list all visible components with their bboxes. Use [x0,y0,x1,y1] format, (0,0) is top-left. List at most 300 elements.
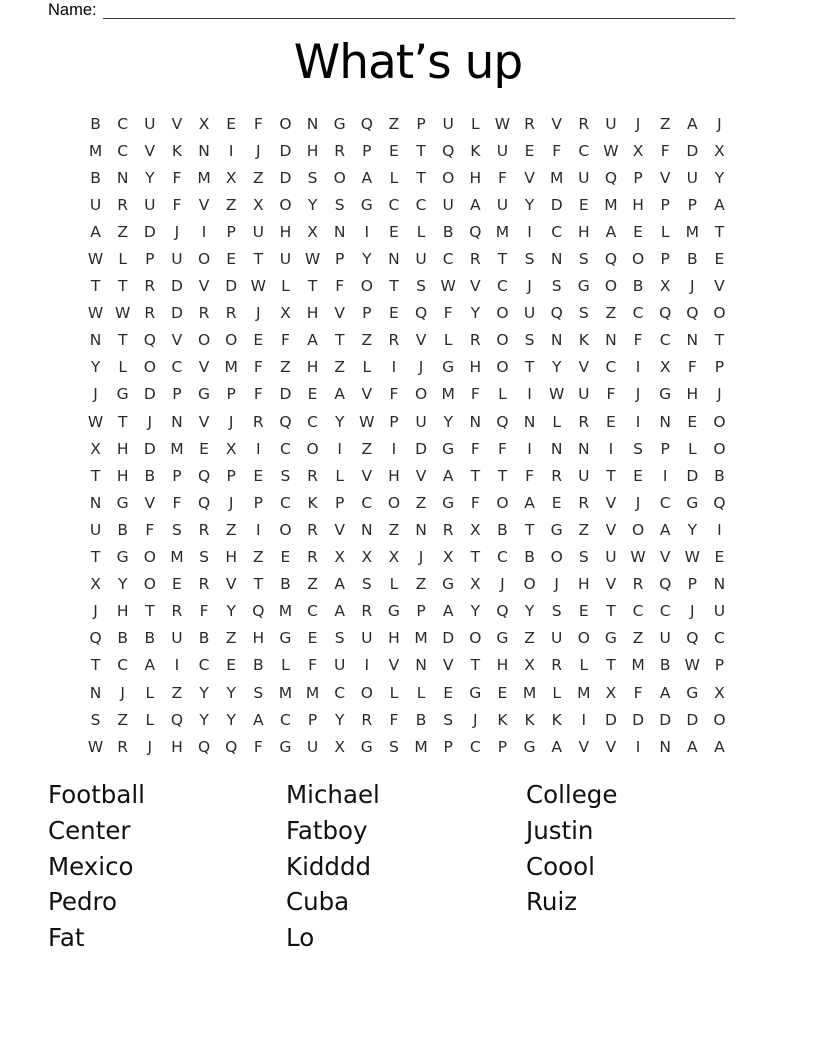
grid-letter: J [527,277,532,296]
grid-letter: C [198,656,210,675]
grid-letter: O [496,304,509,323]
grid-letter: F [253,385,263,404]
grid-letter: W [549,385,565,404]
grid-letter: P [687,575,697,594]
grid-letter: U [279,250,292,269]
grid-letter: V [334,304,345,323]
grid-letter: H [469,358,482,377]
grid-letter: F [308,656,318,675]
grid-letter: Y [443,412,453,431]
grid-letter: H [252,629,265,648]
grid-letter: S [524,250,535,269]
grid-letter: M [278,602,293,621]
grid-letter: N [469,412,482,431]
grid-letter: E [714,548,725,567]
grid-letter: N [686,331,699,350]
grid-letter: U [306,737,319,756]
grid-letter: Y [687,520,698,539]
grid-letter: C [551,222,563,241]
grid-letter: I [256,520,261,539]
grid-letter: L [687,439,697,458]
grid-letter: I [662,466,668,485]
grid-letter: O [523,575,536,594]
grid-letter: M [88,141,103,160]
grid-letter: A [334,385,345,404]
grid-letter: T [145,602,155,621]
grid-letter: E [307,385,318,404]
grid-letter: O [225,331,238,350]
grid-letter: V [442,656,454,675]
grid-letter: N [89,493,102,512]
grid-letter: Q [496,412,509,431]
grid-letter: A [659,683,671,702]
name-label: Name: [48,1,97,19]
grid-letter: Z [253,548,264,567]
grid-letter: P [416,114,426,133]
grid-letter: N [333,222,346,241]
grid-letter: Y [362,250,372,269]
grid-letter: V [551,114,562,133]
grid-letter: I [201,222,207,241]
grid-letter: Q [89,629,102,648]
grid-letter: U [361,629,373,648]
grid-letter: Z [280,358,291,377]
grid-letter: Z [415,493,427,512]
grid-letter: H [116,439,129,458]
grid-letter: I [364,656,370,675]
grid-letter: Y [551,358,562,377]
grid-letter: S [578,548,589,567]
grid-letter: F [389,710,399,729]
grid-letter: C [171,358,183,377]
grid-letter: O [713,710,726,729]
grid-letter: J [635,114,641,133]
grid-letter: E [226,250,237,269]
grid-letter: V [334,520,345,539]
grid-letter: G [577,277,590,296]
grid-letter: S [633,439,643,458]
grid-letter: A [90,222,101,241]
grid-letter: J [500,575,505,594]
grid-letter: R [388,331,400,350]
grid-letter: R [198,520,210,539]
grid-letter: S [172,520,182,539]
grid-letter: C [578,141,590,160]
grid-letter: O [414,385,428,404]
grid-letter: Q [197,737,211,756]
grid-letter: H [116,602,129,621]
grid-letter: N [388,250,400,269]
grid-letter: R [578,493,590,512]
grid-letter: Z [361,331,373,350]
grid-letter: T [307,277,318,296]
grid-letter: O [279,520,292,539]
grid-letter: N [550,250,563,269]
grid-letter: U [605,548,617,567]
grid-letter: S [307,168,318,187]
grid-letter: V [198,277,210,296]
grid-letter: Q [170,710,184,729]
grid-letter: H [225,548,238,567]
grid-letter: G [523,737,536,756]
grid-letter: X [253,195,264,214]
grid-letter: J [690,602,695,621]
grid-letter: P [660,195,670,214]
grid-letter: E [714,250,725,269]
grid-letter: M [414,737,428,756]
grid-letter: Y [90,358,101,377]
grid-letter: P [253,493,263,512]
grid-letter: S [199,548,209,567]
grid-letter: O [496,493,509,512]
grid-letter: K [551,710,562,729]
grid-letter: E [633,222,643,241]
grid-letter: Z [171,683,183,702]
grid-letter: I [635,358,641,377]
grid-letter: A [442,466,454,485]
grid-letter: F [470,385,480,404]
grid-letter: Q [686,304,699,323]
grid-letter: Y [334,412,345,431]
grid-letter: I [337,439,342,458]
grid-letter: P [416,602,426,621]
grid-letter: R [252,412,264,431]
grid-letter: G [442,493,455,512]
grid-letter: Y [226,683,236,702]
grid-letter: C [659,602,671,621]
grid-letter: Q [414,304,428,323]
grid-letter: W [87,412,104,431]
grid-letter: L [470,114,480,133]
grid-letter: F [145,520,155,539]
word-item: Fat [48,923,85,953]
grid-letter: Z [225,629,237,648]
grid-letter: F [280,331,290,350]
grid-letter: X [334,737,345,756]
grid-letter: V [198,412,210,431]
grid-letter: N [306,114,319,133]
grid-letter: F [172,195,182,214]
grid-letter: N [550,439,563,458]
grid-letter: C [632,304,644,323]
grid-letter: O [713,439,726,458]
grid-letter: L [145,683,155,702]
grid-letter: R [632,575,644,594]
grid-letter: I [174,656,180,675]
grid-letter: U [496,195,509,214]
grid-letter: Y [334,710,345,729]
grid-letter: L [118,250,127,269]
name-blank-line [103,1,735,19]
grid-letter: U [659,629,671,648]
grid-letter: J [418,548,424,567]
grid-letter: V [659,168,671,187]
grid-letter: T [334,331,345,350]
grid-letter: S [361,575,372,594]
word-item: Mexico [48,851,134,881]
grid-letter: D [550,195,563,214]
grid-letter: F [606,385,616,404]
page-title: What’s up [293,35,523,90]
grid-letter: L [579,656,589,675]
grid-letter: K [307,493,318,512]
grid-letter: J [418,358,424,377]
word-list-column [526,777,726,956]
grid-letter: E [524,141,535,160]
grid-letter: O [550,548,563,567]
word-item: Lo [286,923,315,953]
grid-letter: G [686,493,699,512]
grid-letter: R [361,602,373,621]
grid-letter: U [252,222,264,241]
grid-letter: M [170,439,184,458]
grid-letter: A [714,737,725,756]
grid-letter: D [143,222,156,241]
grid-letter: D [279,385,292,404]
grid-letter: C [117,114,129,133]
grid-letter: T [117,331,128,350]
grid-letter: T [470,656,481,675]
grid-letter: D [659,710,672,729]
grid-letter: W [440,277,456,296]
grid-letter: Y [524,195,535,214]
grid-letter: M [577,683,591,702]
grid-letter: K [497,710,508,729]
grid-letter: P [714,358,725,377]
grid-letter: Y [470,602,481,621]
grid-letter: T [90,548,101,567]
grid-letter: B [632,277,644,296]
grid-letter: B [144,629,156,648]
grid-letter: J [147,412,153,431]
grid-letter: N [578,439,590,458]
grid-letter: G [604,629,617,648]
grid-letter: A [334,575,345,594]
grid-letter: O [442,168,455,187]
grid-letter: E [253,466,264,485]
grid-letter: S [551,602,562,621]
grid-letter: X [388,548,400,567]
grid-letter: N [89,331,102,350]
grid-letter: G [469,683,482,702]
grid-letter: B [90,168,101,187]
grid-letter: A [687,114,698,133]
word-item: Michael [286,780,380,809]
grid-letter: O [197,331,211,350]
grid-letter: J [473,710,478,729]
grid-letter: I [581,710,587,729]
grid-letter: Q [279,412,292,431]
grid-letter: I [391,358,397,377]
grid-letter: N [415,520,427,539]
grid-letter: U [89,195,102,214]
grid-letter: L [362,358,372,377]
grid-letter: U [171,629,183,648]
grid-letter: S [389,737,399,756]
grid-letter: S [253,683,264,702]
grid-letter: A [659,520,671,539]
grid-letter: W [87,737,104,756]
grid-letter: F [253,358,263,377]
grid-letter: M [278,683,293,702]
grid-letter: L [281,656,290,675]
grid-letter: Z [659,114,671,133]
grid-letter: O [333,168,346,187]
grid-letter: O [387,493,401,512]
grid-letter: R [361,710,373,729]
word-item: Fatboy [286,815,368,845]
grid-letter: D [143,385,156,404]
grid-letter: H [577,222,590,241]
grid-letter: R [524,114,535,133]
word-search-grid [82,110,733,760]
grid-letter: S [416,277,426,296]
grid-letter: T [606,602,616,621]
grid-letter: B [497,520,508,539]
grid-letter: I [527,385,532,404]
grid-letter: S [524,331,535,350]
grid-letter: F [389,385,399,404]
grid-letter: H [306,358,319,377]
grid-letter: M [170,548,184,567]
grid-letter: D [279,141,292,160]
grid-letter: V [470,277,481,296]
grid-letter: B [524,548,535,567]
grid-letter: H [388,629,400,648]
grid-letter: R [578,412,590,431]
word-item: Ruiz [526,887,578,917]
grid-letter: T [117,412,128,431]
grid-letter: N [415,656,427,675]
grid-letter: H [388,466,400,485]
grid-letter: E [253,331,264,350]
grid-letter: A [714,195,725,214]
grid-letter: V [361,466,373,485]
word-list [48,777,726,956]
grid-letter: W [304,250,321,269]
grid-letter: P [226,222,236,241]
grid-letter: W [630,548,646,567]
grid-letter: Y [524,602,535,621]
grid-letter: T [524,520,535,539]
grid-letter: B [280,575,291,594]
grid-letter: T [389,277,399,296]
grid-letter: L [416,222,426,241]
grid-letter: M [685,222,699,241]
grid-letter: O [360,277,373,296]
grid-letter: D [170,304,183,323]
grid-letter: C [388,195,400,214]
grid-letter: C [659,493,671,512]
grid-letter: P [335,493,345,512]
grid-letter: F [633,331,643,350]
grid-letter: X [605,683,617,702]
grid-letter: E [199,439,209,458]
grid-letter: E [307,629,318,648]
grid-letter: C [334,683,346,702]
grid-letter: X [361,548,373,567]
grid-letter: Q [197,466,211,485]
grid-letter: Q [225,737,238,756]
grid-letter: S [280,466,291,485]
grid-letter: O [631,520,645,539]
grid-letter: J [717,114,722,133]
name-row [48,1,735,19]
grid-letter: L [118,358,127,377]
grid-letter: K [470,141,481,160]
grid-letter: C [415,195,427,214]
grid-letter: E [497,683,508,702]
grid-letter: R [307,548,318,567]
grid-letter: O [604,277,618,296]
grid-letter: F [172,168,182,187]
grid-letter: I [256,439,261,458]
grid-letter: V [198,195,210,214]
grid-letter: S [578,250,589,269]
grid-letter: F [687,358,697,377]
grid-letter: T [253,575,264,594]
grid-letter: F [470,493,480,512]
grid-letter: X [659,358,671,377]
grid-letter: T [524,358,535,377]
grid-letter: U [686,168,698,187]
grid-letter: Z [605,304,617,323]
grid-letter: B [144,466,156,485]
grid-letter: Z [334,358,345,377]
grid-letter: F [199,602,209,621]
grid-letter: G [360,195,373,214]
grid-letter: Q [604,250,618,269]
word-item: Center [48,815,131,845]
word-item: Coool [526,851,595,881]
grid-letter: F [552,141,562,160]
grid-letter: X [659,277,671,296]
grid-letter: J [93,385,98,404]
grid-letter: W [87,304,104,323]
grid-letter: X [90,439,101,458]
grid-letter: V [361,385,373,404]
grid-letter: S [551,277,562,296]
grid-letter: L [552,412,561,431]
grid-letter: A [144,656,156,675]
grid-letter: F [660,141,670,160]
grid-letter: Q [550,304,563,323]
word-item: Cuba [286,887,350,917]
grid-letter: L [389,683,399,702]
grid-letter: G [442,439,455,458]
grid-letter: G [442,575,455,594]
grid-letter: X [632,141,644,160]
grid-letter: J [228,412,234,431]
grid-letter: V [605,737,617,756]
grid-letter: P [443,737,453,756]
grid-letter: X [90,575,101,594]
grid-letter: P [172,385,182,404]
grid-letter: O [279,195,292,214]
grid-letter: V [171,331,183,350]
grid-letter: X [307,222,318,241]
grid-letter: M [495,222,510,241]
grid-letter: R [551,656,563,675]
grid-letter: L [281,277,290,296]
grid-letter: K [578,331,589,350]
grid-letter: C [280,439,291,458]
grid-letter: F [497,168,507,187]
grid-letter: R [144,277,156,296]
grid-letter: V [578,737,590,756]
grid-letter: T [117,277,128,296]
grid-letter: V [605,493,617,512]
